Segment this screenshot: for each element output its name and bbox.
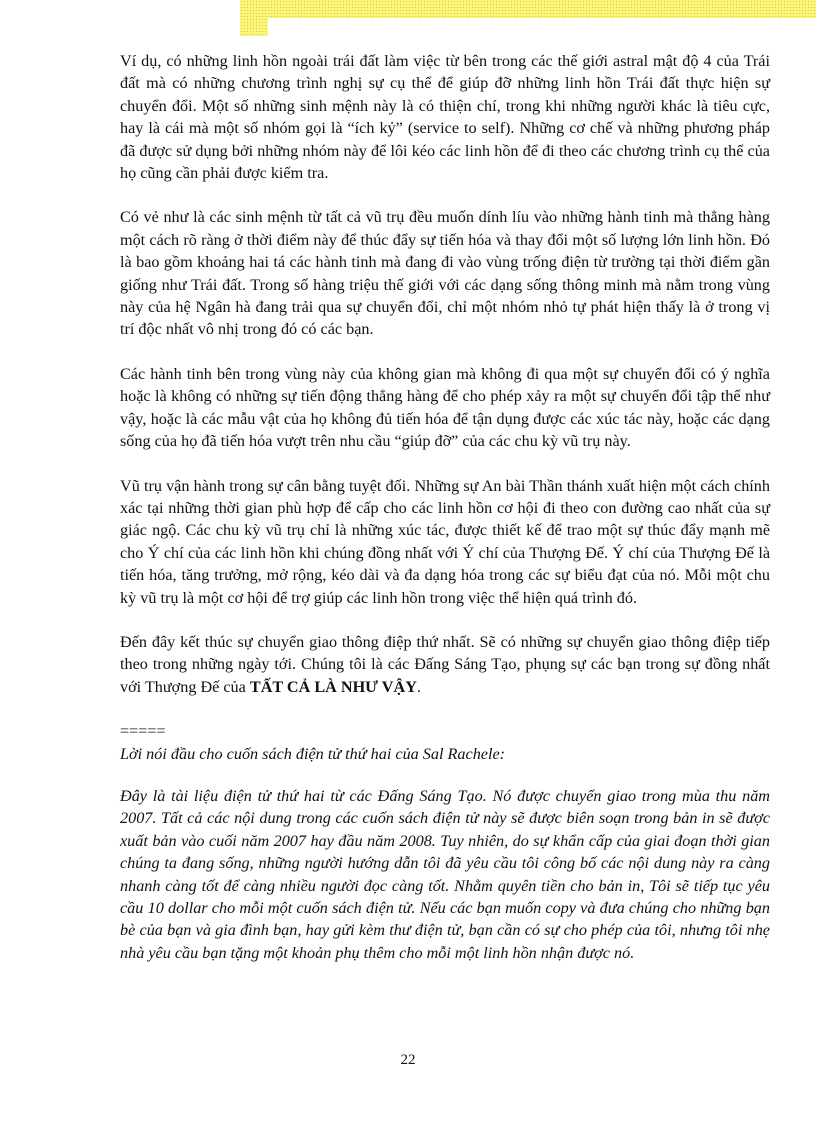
- closing-end: .: [416, 677, 421, 696]
- closing-text: Đến đây kết thúc sự chuyển giao thông điệp thứ nhất. Sẽ có những sự chuyển giao thông điệp tiếp theo trong những ngày tới. Chúng tôi là các Đấng Sáng Tạo, phụng sự các bạn trong sự đồng nhất với Thượng Đế của: [120, 632, 770, 696]
- section-separator: =====: [120, 722, 166, 741]
- preface-body: Đây là tài liệu điện tử thứ hai từ các Đấng Sáng Tạo. Nó được chuyển giao trong mùa thu năm 2007. Tất cả các nội dung trong các cuốn sách điện tử này sẽ được biên soạn trong bản in sẽ được xuất bản vào cuối năm 2007 hay đầu năm 2008. Tuy nhiên, do sự khẩn cấp của giai đoạn thời gian chúng ta đang sống, những người hướng dẫn tôi đã yêu cầu tôi công bố các nội dung này ra càng nhanh càng tốt để càng nhiều người đọc càng tốt. Nhằm quyên tiền cho bản in, Tôi sẽ tiếp tục yêu cầu 10 dollar cho mỗi một cuốn sách điện tử. Nếu các bạn muốn copy và đưa chúng cho những bạn bè của bạn và gia đình bạn, hay gửi kèm thư điện tử, bạn cần có sự cho phép của tôi, nhưng tôi nhẹ nhà yêu cầu bạn tặng một khoản phụ thêm cho mỗi một linh hồn nhận được nó.: [120, 786, 770, 962]
- document-body: [120, 50, 770, 986]
- paragraph-1: Ví dụ, có những linh hồn ngoài trái đất làm việc từ bên trong các thế giới astral mật độ 4 của Trái đất mà có những chương trình nghị sự cụ thể để giúp đỡ những linh hồn Trái đất thực hiện sự chuyển đổi. Một số những sinh mệnh này là có thiện chí, trong khi những người khác là tiêu cực, hay là cái mà một số nhóm gọi là “ích kỷ” (service to self). Những cơ chế và những phương pháp đã được sử dụng bởi những nhóm này để lôi kéo các linh hồn để đi theo các chương trình cụ thể của họ cũng cần phải được kiểm tra.: [120, 52, 770, 183]
- preface-title: Lời nói đầu cho cuốn sách điện tử thứ hai của Sal Rachele:: [120, 744, 506, 763]
- paragraph-3: Các hành tinh bên trong vùng này của không gian mà không đi qua một sự chuyển đổi có ý nghĩa hoặc là không có những sự tiến động thẳng hàng để cho phép xảy ra một sự chuyển đổi tập thể như vậy, hoặc là các mẫu vật của họ không đủ tiến hóa để tận dụng được các xúc tác này, hoặc các dạng sống của họ đã tiến hóa vượt trên nhu cầu “giúp đỡ” của các chu kỳ vũ trụ này.: [120, 364, 770, 451]
- paragraph-2: Có vẻ như là các sinh mệnh từ tất cả vũ trụ đều muốn dính líu vào những hành tinh mà thẳng hàng một cách rõ ràng ở thời điểm này để thúc đẩy sự tiến hóa và thay đổi một số lượng lớn linh hồn. Đó là bao gồm khoảng hai tá các hành tinh mà đang đi vào vùng trống điện từ trường tại thời điểm gần giống như Trái đất. Trong số hàng triệu thế giới với các dạng sống thông minh mà nằm trong vùng này của hệ Ngân hà đang trải qua sự chuyển đổi, chỉ một nhóm nhỏ tự phát hiện thấy là ở trong vị trí độc nhất vô nhị trong đó có các bạn.: [120, 208, 770, 339]
- closing-paragraph: [120, 631, 770, 698]
- page-number: 22: [400, 1052, 416, 1068]
- paragraph-4: Vũ trụ vận hành trong sự cân bằng tuyệt đối. Những sự An bài Thần thánh xuất hiện một cách chính xác tại những thời gian phù hợp để cấp cho các linh hồn cơ hội đi theo con đường cao nhất của sự giác ngộ. Các chu kỳ vũ trụ chỉ là những xúc tác, được thiết kế để trao một sự thúc đẩy mạnh mẽ cho Ý chí của các linh hồn khi chúng đồng nhất với Ý chí của Thượng Đế. Ý chí của Thượng Đế là tiến hóa, tăng trưởng, mở rộng, kéo dài và đa dạng hóa trong các sự biểu đạt của nó. Mỗi một chu kỳ vũ trụ là một cơ hội để trợ giúp các linh hồn trong việc thể hiện quá trình đó.: [120, 476, 770, 607]
- header-decoration-band: [240, 0, 816, 18]
- header-decoration-tab: [240, 18, 268, 36]
- closing-bold-text: TẤT CẢ LÀ NHƯ VẬY: [249, 677, 417, 696]
